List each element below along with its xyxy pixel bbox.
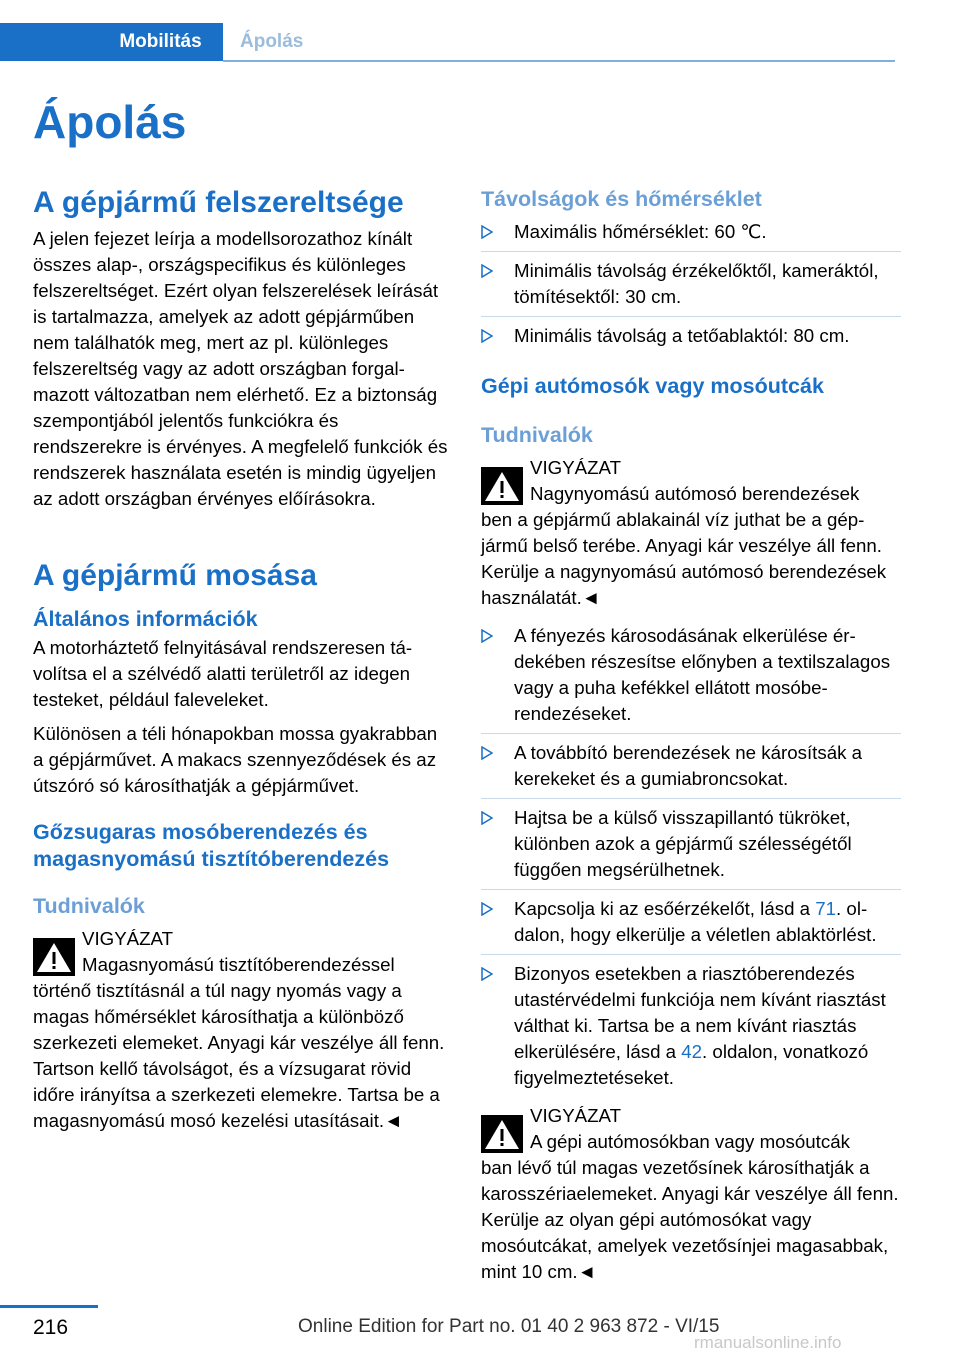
warning-first-line: A gépi autómosókban vagy mosóutcák [530,1131,850,1152]
edition-info: Online Edition for Part no. 01 40 2 963 872 - VI/15 [298,1316,720,1337]
warning-triangle-icon [481,467,523,505]
warning-label: VIGYÁZAT [530,457,622,478]
watermark: rmanualsonline.info [694,1333,842,1352]
tab-apolas[interactable]: Ápolás [240,31,304,52]
distances-title: Távolságok és hőmérséklet [481,187,762,211]
list-item [481,740,901,799]
warning-text: ben a gépjármű ablakainál víz juthat be a gépjármű belső terébe. Anyagi kár veszélye áll fenn. Kerülje a nagynyomású autómosó berendezések használatát.◄ [481,509,887,608]
triangle-bullet-icon [481,329,493,343]
page-reference-link[interactable]: 42 [681,1041,703,1062]
list-item-text: A fényezés károsodásának elkerülése érdekében részesítse előnyben a textilszalagos vagy a puha kefékkel ellátott mosóberendezéseket. [514,625,891,724]
triangle-bullet-icon [481,902,493,916]
list-item [481,623,901,734]
right-column [481,180,901,1285]
section-title-washing: A gépjármű mosása [33,559,317,592]
tab-mobilitas[interactable]: Mobilitás [98,23,223,61]
notes-title-right: Tudnivalók [481,423,593,447]
page-reference-link[interactable]: 71 [815,898,837,919]
general-info-title: Általános információk [33,607,258,631]
steam-cleaner-title: Gőzsugaras mosóberendezés és magasnyomású tisztítóberendezés [33,820,390,871]
triangle-bullet-icon [481,967,493,981]
list-item [481,258,901,317]
equipment-body: A jelen fejezet leírja a modellsorozathoz kínált összes alap-, országspecifikus és különleges felszereltséget. Ezért olyan felszerelések leírását is tartalmazza, amelyek az adott gépjárműben nem találhatók meg, mert az pl. különleges felszereltség vagy az adott országban forgalmazott változatban nem elérhető. Ez a biztonság szempontjából jelentős funkciókra és rendszerekre is érvényes. A megfelelő funkciók és rendszerek használata esetén is mindig ügyeljen az adott országban érvényes előírásokra. [33,228,448,509]
header-tabbar [0,0,895,62]
tab-accent-block [0,23,98,61]
warning-triangle-icon [481,1115,523,1153]
distances-list [481,219,901,349]
triangle-bullet-icon [481,811,493,825]
warning-block-right-2 [481,1103,901,1285]
warning-first-line: Nagynyomású autómosó berendezések [530,483,860,504]
footer-accent-bar [0,1305,98,1308]
list-item [481,961,901,1091]
car-wash-title: Gépi autómosók vagy mosóutcák [481,374,824,398]
notes-title-left: Tudnivalók [33,894,145,918]
page-number: 216 [33,1316,69,1339]
list-item [481,896,901,955]
triangle-bullet-icon [481,746,493,760]
warning-block-left [33,926,451,1134]
list-item-text: . oldalon, vonatkozó figyelmeztetéseket. [514,1041,869,1088]
warning-text: ban lévő túl magas vezetősínek károsíthatják a karosszériaelemeket. Anyagi kár veszélye áll fenn. Kerülje az olyan gépi autómosókat vagy mosóutcákat, amelyek vezetősínjei magasabbak, mint 10 cm.◄ [481,1157,899,1282]
page-title: Ápolás [33,96,187,148]
warning-triangle-icon [33,938,75,976]
list-item-text: Kapcsolja ki az esőérzékelőt, lásd a [514,898,816,919]
triangle-bullet-icon [481,225,493,239]
warning-label: VIGYÁZAT [82,928,174,949]
list-item-text: Minimális távolság érzékelőktől, kameráktól, tömítésektől: 30 cm. [514,260,879,307]
general-info-p2: Különösen a téli hónapokban mossa gyakrabban a gépjárművet. A makacs szennyeződések és az útszóró só károsíthatják a gépjárművet. [33,723,438,796]
warning-first-line: Magasnyomású tisztítóberendezéssel [82,954,395,975]
list-item-text: Maximális hőmérséklet: 60 ℃. [514,221,767,242]
triangle-bullet-icon [481,264,493,278]
warning-block-right-1 [481,455,901,611]
triangle-bullet-icon [481,629,493,643]
list-item-text: Hajtsa be a külső visszapillantó tükröket, különben azok a gépjármű szélességétől függően megsérülhetnek. [514,807,852,880]
section-title-equipment: A gépjármű felszereltsége [33,186,404,219]
list-item-text: Minimális távolság a tetőablaktól: 80 cm. [514,325,850,346]
left-column [33,180,451,1134]
list-item [481,219,901,252]
car-wash-list [481,623,901,1091]
general-info-p1: A motorháztető felnyitásával rendszeresen távolítsa el a szélvédő alatti területről az idegen testeket, például faleveleket. [33,637,413,710]
list-item [481,323,901,349]
warning-label: VIGYÁZAT [530,1105,622,1126]
list-item-text: A továbbító berendezések ne károsítsák a kerekeket és a gumiabroncsokat. [514,742,863,789]
list-item-text: Bizonyos esetekben a riasztóberendezés utastérvédelmi funkciója nem kívánt riasztást válthat ki. Tartsa be a nem kívánt riasztás elkerülésére, lásd a [514,963,886,1062]
list-item-text: . oldalon, hogy elkerülje a véletlen ablaktörlést. [514,898,877,945]
header-rule [223,60,895,62]
list-item [481,805,901,890]
warning-text: történő tisztításnál a túl nagy nyomás vagy a magas hőmérséklet károsíthatja a különböző szerkezeti elemeket. Anyagi kár veszélye áll fenn. Tartson kellő távolságot, és a vízsugarat rövid időre irányítsa a szerkezeti elemekre. Tartsa be a magasnyomású mosó kezelési utasításait.◄ [33,980,445,1131]
